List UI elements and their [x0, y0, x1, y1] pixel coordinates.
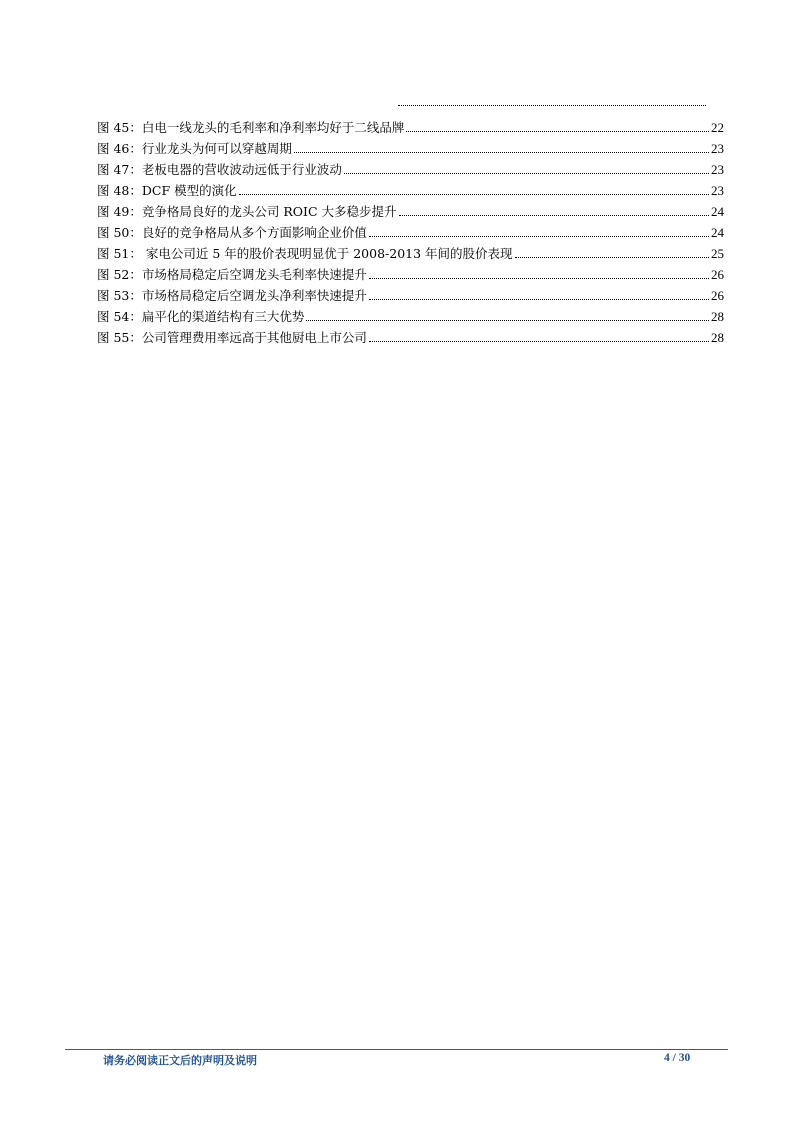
- toc-entry[interactable]: [97, 241, 724, 262]
- toc-leader-dots: [369, 277, 709, 279]
- toc-entry-label: 图 51： 家电公司近 5 年的股价表现明显优于 2008-2013 年间的股价表现: [97, 246, 513, 261]
- toc-entry[interactable]: [97, 262, 724, 283]
- toc-entry-page: 24: [711, 204, 724, 219]
- toc-leader-dots: [239, 193, 709, 195]
- toc-leader-dots: [399, 214, 710, 216]
- footer-disclaimer: 请务必阅读正文后的声明及说明: [103, 1054, 257, 1067]
- toc-entry-page: 23: [711, 162, 724, 177]
- toc-leader-dots: [306, 319, 709, 321]
- toc-entry[interactable]: [97, 136, 724, 157]
- toc-leader-dots: [406, 130, 709, 132]
- toc-entry[interactable]: [97, 220, 724, 241]
- toc-entry-label: 图 47：老板电器的营收波动远低于行业波动: [97, 162, 342, 177]
- toc-entry-page: 26: [711, 288, 724, 303]
- toc-entry-label: 图 49：竞争格局良好的龙头公司 ROIC 大多稳步提升: [97, 204, 397, 219]
- toc-entry[interactable]: [97, 178, 724, 199]
- toc-entry[interactable]: [97, 199, 724, 220]
- toc-entry-label: 图 55：公司管理费用率远高于其他厨电上市公司: [97, 330, 367, 345]
- toc-entry-page: 26: [711, 267, 724, 282]
- toc-entry-page: 28: [711, 330, 724, 345]
- toc-entry-page: 24: [711, 225, 724, 240]
- toc-entry[interactable]: [97, 157, 724, 178]
- toc-entry[interactable]: [97, 283, 724, 304]
- toc-entry-page: 25: [711, 246, 724, 261]
- toc-entry-page: 28: [711, 309, 724, 324]
- toc-entry-label: 图 50：良好的竞争格局从多个方面影响企业价值: [97, 225, 367, 240]
- figure-table-of-contents: [97, 115, 724, 346]
- toc-entry-label: 图 52：市场格局稳定后空调龙头毛利率快速提升: [97, 267, 367, 282]
- toc-entry-label: 图 46：行业龙头为何可以穿越周期: [97, 141, 292, 156]
- toc-leader-dots: [369, 235, 709, 237]
- footer-divider: [65, 1049, 728, 1050]
- toc-entry-label: 图 48：DCF 模型的演化: [97, 183, 237, 198]
- toc-leader-dots: [344, 172, 709, 174]
- toc-entry-page: 22: [711, 120, 724, 135]
- toc-entry[interactable]: [97, 115, 724, 136]
- toc-leader-dots: [515, 256, 709, 258]
- toc-leader-dots: [369, 298, 709, 300]
- footer-page-number: 4 / 30: [664, 1052, 691, 1064]
- toc-entry[interactable]: [97, 325, 724, 346]
- toc-entry-label: 图 53：市场格局稳定后空调龙头净利率快速提升: [97, 288, 367, 303]
- toc-entry[interactable]: [97, 304, 724, 325]
- toc-entry-label: 图 45：白电一线龙头的毛利率和净利率均好于二线品牌: [97, 120, 405, 135]
- toc-entry-page: 23: [711, 141, 724, 156]
- toc-leader-continuation: [398, 97, 706, 106]
- toc-entry-page: 23: [711, 183, 724, 198]
- toc-leader-dots: [369, 340, 709, 342]
- toc-leader-dots: [294, 151, 709, 153]
- toc-entry-label: 图 54：扁平化的渠道结构有三大优势: [97, 309, 305, 324]
